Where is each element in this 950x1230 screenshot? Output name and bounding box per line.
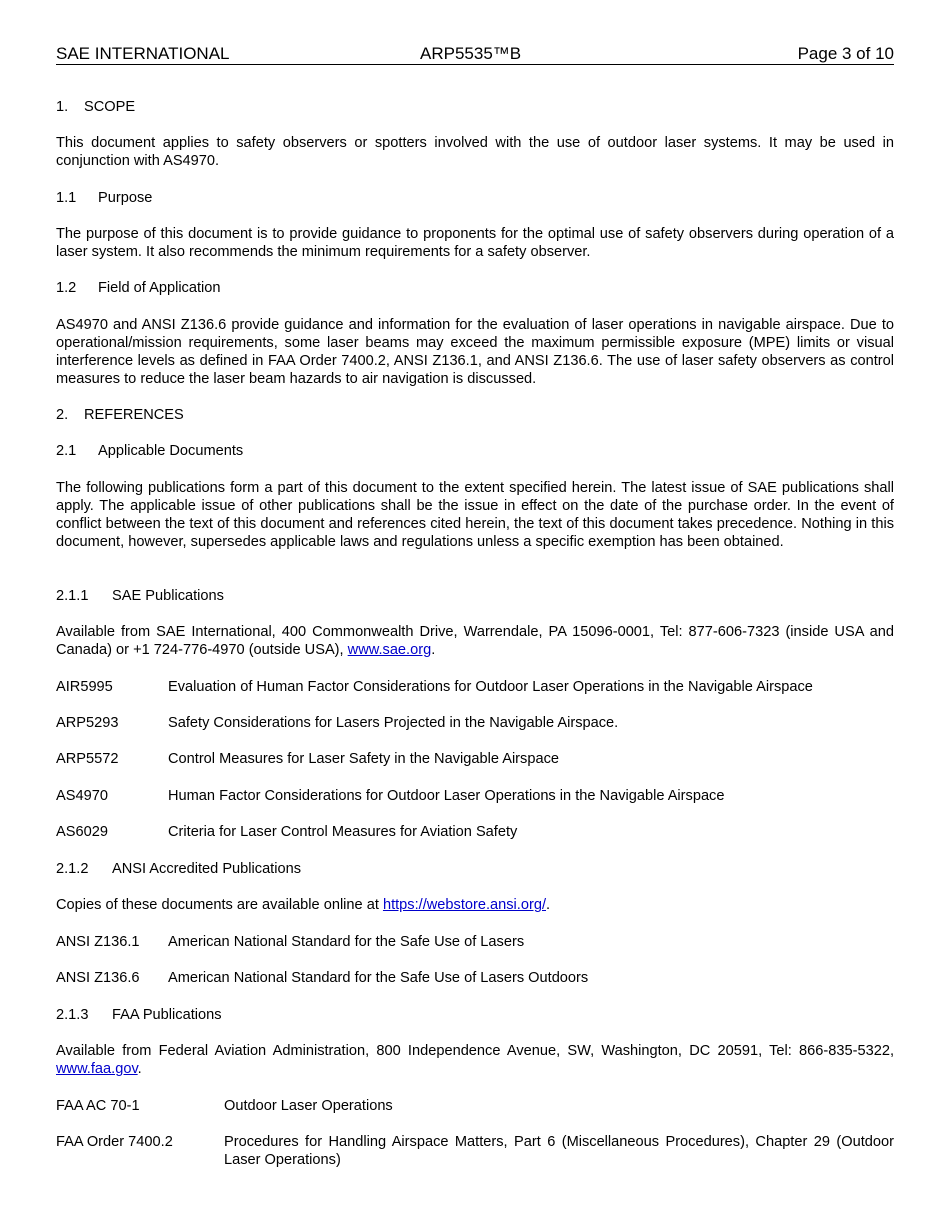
reference-title: Safety Considerations for Lasers Projected in the Navigable Airspace. [168, 715, 619, 731]
section-1-heading [56, 98, 894, 116]
section-number: 2.1.1 [56, 588, 89, 604]
sae-website-link[interactable]: www.sae.org [347, 642, 432, 658]
section-2-heading [56, 406, 894, 424]
reference-code: ANSI Z136.1 [56, 934, 140, 950]
reference-title: Criteria for Laser Control Measures for Aviation Safety [168, 824, 518, 840]
reference-title: Evaluation of Human Factor Considerations for Outdoor Laser Operations in the Navigable Airspace [168, 679, 813, 695]
section-1-1-heading [56, 189, 894, 207]
section-title: SCOPE [84, 99, 136, 115]
paragraph-end: . [431, 642, 436, 658]
section-title: Purpose [98, 190, 153, 206]
section-1-text: This document applies to safety observers or spotters involved with the use of outdoor laser systems. It may be used in conjunction with AS4970. [56, 135, 894, 169]
section-number: 2. [56, 407, 69, 423]
section-title: SAE Publications [112, 588, 224, 604]
section-number: 1.2 [56, 280, 77, 296]
section-1-2-text: AS4970 and ANSI Z136.6 provide guidance and information for the evaluation of laser operations in navigable airspace. Due to operational/mission requirements, some laser beams may exceed the maximum permissible exposure (MPE) limits or visual interference levels as defined in FAA Order 7400.2, ANSI Z136.1, and ANSI Z136.6. The use of laser safety observers as control measures to reduce the laser beam hazards to air navigation is discussed. [56, 317, 894, 387]
section-2-1-3-text [56, 1042, 894, 1078]
section-number: 2.1.3 [56, 1007, 89, 1023]
reference-code: ARP5293 [56, 715, 119, 731]
paragraph-text: Available from Federal Aviation Administration, 800 Independence Avenue, SW, Washington, DC 20591, Tel: 866-835-5322, [56, 1043, 894, 1059]
section-title: Field of Application [98, 280, 221, 296]
section-number: 2.1 [56, 443, 77, 459]
reference-title: American National Standard for the Safe Use of Lasers Outdoors [168, 970, 589, 986]
section-number: 1. [56, 99, 69, 115]
section-2-1-2-text [56, 896, 894, 914]
ansi-webstore-link[interactable]: https://webstore.ansi.org/ [382, 897, 546, 913]
section-1-2-heading [56, 279, 894, 297]
header-page-number: Page 3 of 10 [797, 44, 894, 63]
reference-title: Outdoor Laser Operations [224, 1098, 393, 1114]
section-2-1-1-text [56, 623, 894, 659]
section-title: ANSI Accredited Publications [112, 861, 302, 877]
paragraph-end: . [137, 1061, 142, 1077]
reference-title: Procedures for Handling Airspace Matters, Part 6 (Miscellaneous Procedures), Chapter 29 (Outdoor Laser Operations) [224, 1134, 894, 1168]
section-number: 1.1 [56, 190, 77, 206]
paragraph-end: . [546, 897, 551, 913]
page-header [56, 44, 894, 65]
paragraph-text: Available from SAE International, 400 Commonwealth Drive, Warrendale, PA 15096-0001, Tel: 877-606-7323 (inside USA and Canada) or +1 724-776-4970 (outside USA), [56, 624, 894, 658]
section-title: FAA Publications [112, 1007, 222, 1023]
section-title: Applicable Documents [98, 443, 244, 459]
section-title: REFERENCES [84, 407, 184, 423]
reference-code: AIR5995 [56, 679, 113, 695]
reference-title: Human Factor Considerations for Outdoor Laser Operations in the Navigable Airspace [168, 788, 725, 804]
reference-code: FAA AC 70-1 [56, 1098, 140, 1114]
reference-code: AS6029 [56, 824, 108, 840]
section-number: 2.1.2 [56, 861, 89, 877]
section-2-1-1-heading [56, 587, 894, 605]
header-org: SAE INTERNATIONAL [56, 44, 230, 63]
header-doc-id: ARP5535™B [420, 44, 522, 63]
section-1-1-text: The purpose of this document is to provide guidance to proponents for the optimal use of safety observers during operation of a laser system. It also recommends the minimum requirements for a safety observer. [56, 226, 894, 260]
section-2-1-text: The following publications form a part of this document to the extent specified herein. The latest issue of SAE publications shall apply. The applicable issue of other publications shall be the issue in effect on the date of the purchase order. In the event of conflict between the text of this document and references cited herein, the text of this document takes precedence. Nothing in this document, however, supersedes applicable laws and regulations unless a specific exemption has been obtained. [56, 480, 894, 550]
section-2-1-2-heading [56, 860, 894, 878]
reference-code: FAA Order 7400.2 [56, 1134, 173, 1150]
reference-code: ANSI Z136.6 [56, 970, 140, 986]
section-2-1-3-heading [56, 1006, 894, 1024]
paragraph-text: Copies of these documents are available online at [56, 897, 383, 913]
reference-title: American National Standard for the Safe Use of Lasers [168, 934, 525, 950]
faa-website-link[interactable]: www.faa.gov [56, 1061, 138, 1077]
reference-code: ARP5572 [56, 751, 119, 767]
reference-title: Control Measures for Laser Safety in the Navigable Airspace [168, 751, 559, 767]
reference-code: AS4970 [56, 788, 108, 804]
section-2-1-heading [56, 442, 894, 460]
